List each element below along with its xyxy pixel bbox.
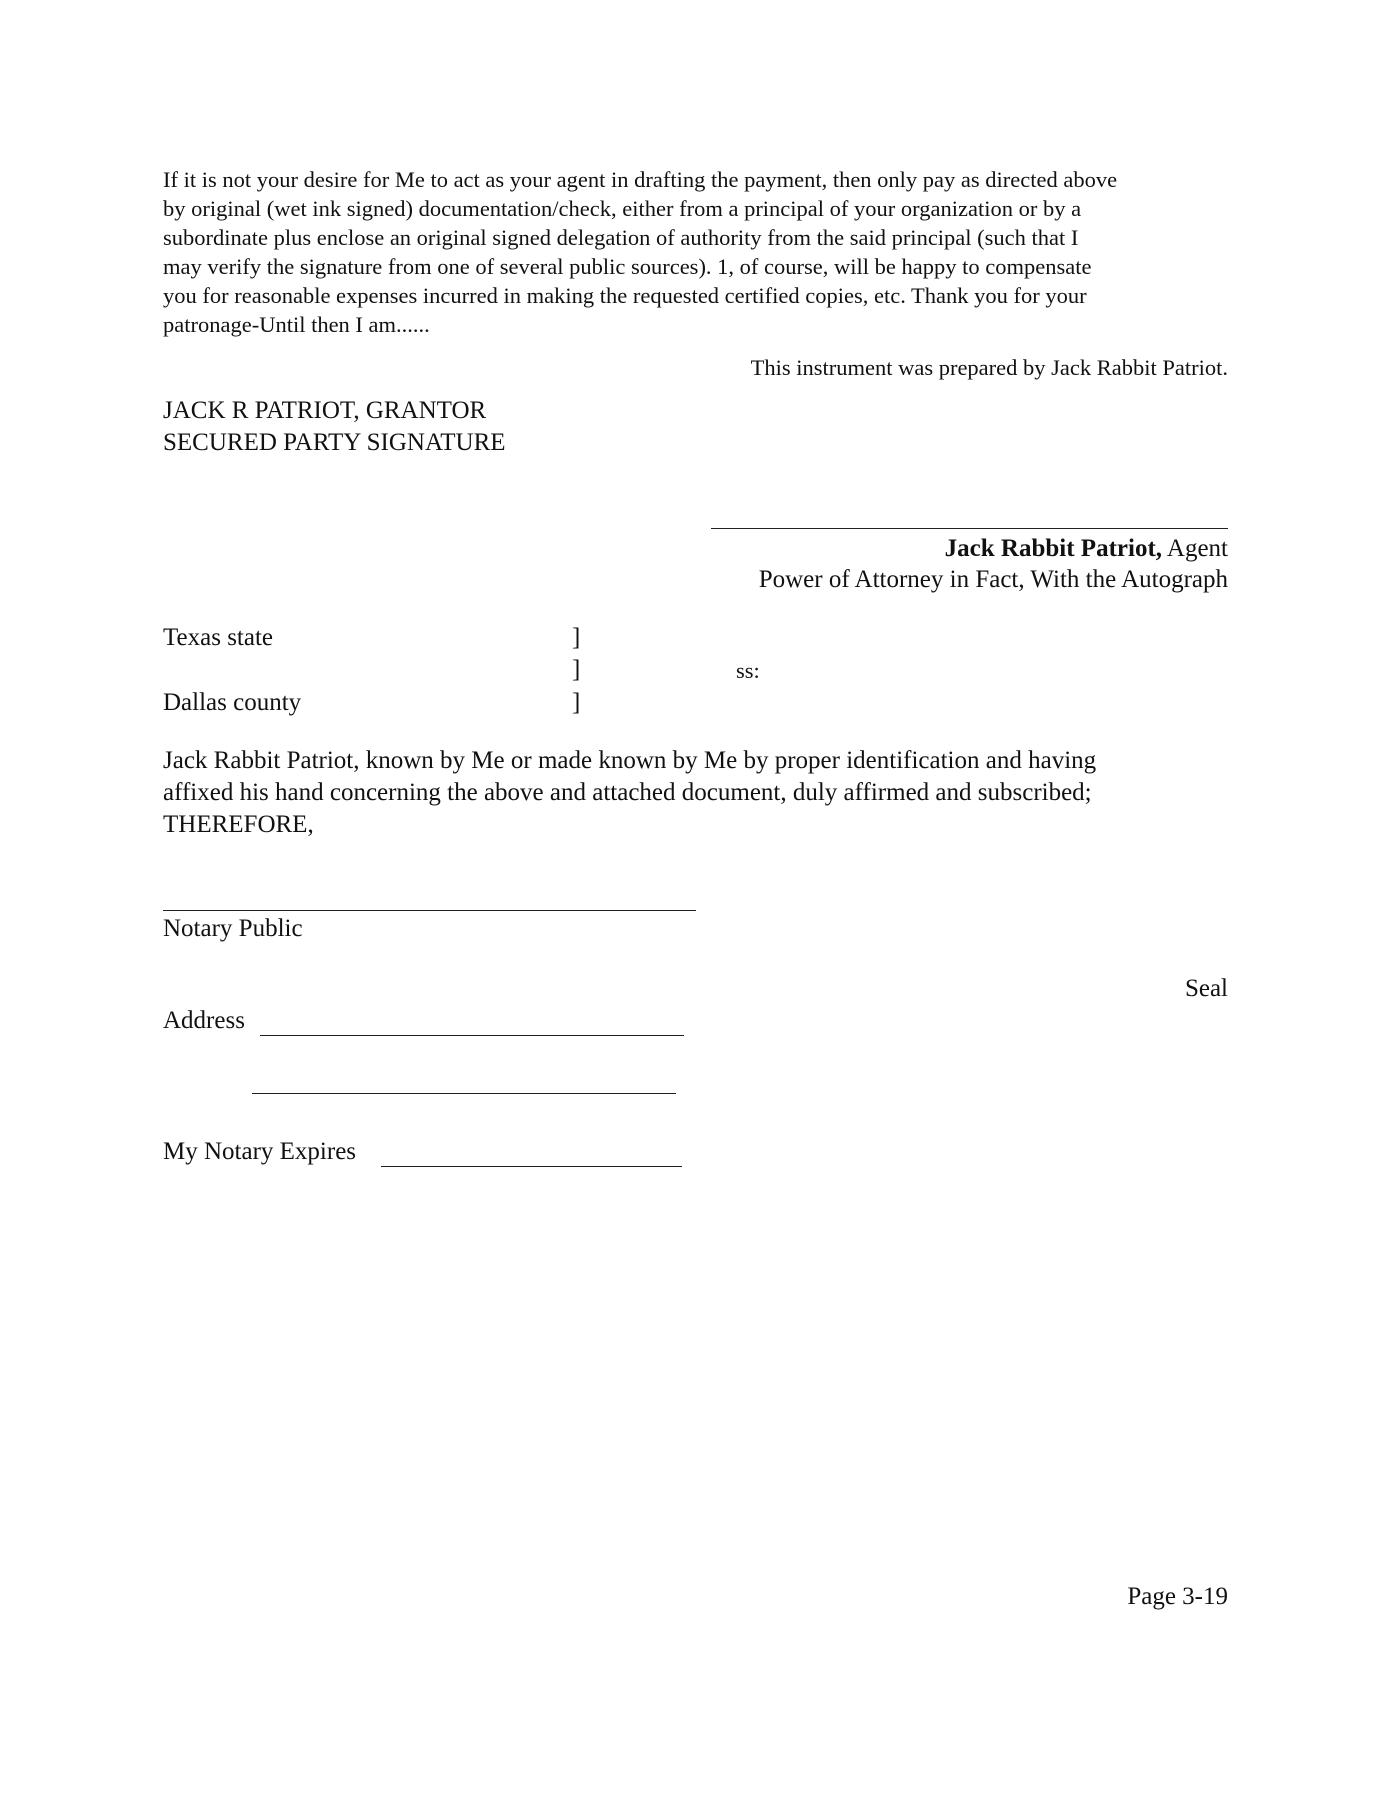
venue-state: Texas state <box>163 624 274 651</box>
secured-party-label: SECURED PARTY SIGNATURE <box>163 429 506 456</box>
notary-public-label: Notary Public <box>163 915 303 942</box>
venue-county: Dallas county <box>163 689 302 716</box>
notary-expires-label: My Notary Expires <box>163 1138 357 1165</box>
grantor-name: JACK R PATRIOT, GRANTOR <box>163 397 487 424</box>
jurat-line: Jack Rabbit Patriot, known by Me or made known by Me by proper identification and having <box>163 747 1097 774</box>
paragraph-line: subordinate plus enclose an original signed delegation of authority from the said principal (such that I <box>163 225 1079 250</box>
notary-expires-line <box>381 1166 682 1167</box>
jurat-line: THEREFORE, <box>163 811 314 838</box>
venue-bracket: ] <box>572 656 581 683</box>
agent-title: Power of Attorney in Fact, With the Autograph <box>758 566 1228 593</box>
venue-bracket: ] <box>572 689 581 716</box>
jurat-line: affixed his hand concerning the above and attached document, duly affirmed and subscribed; <box>163 779 1092 806</box>
paragraph-line: If it is not your desire for Me to act as your agent in drafting the payment, then only pay as directed above <box>163 167 1118 192</box>
address-line-2 <box>252 1093 676 1094</box>
paragraph-line: may verify the signature from one of several public sources). 1, of course, will be happy to compensate <box>163 254 1092 279</box>
venue-ss: ss: <box>736 658 760 683</box>
page-number: Page 3-19 <box>1127 1583 1228 1610</box>
venue-bracket: ] <box>572 624 581 651</box>
address-line <box>260 1035 684 1036</box>
paragraph-line: you for reasonable expenses incurred in making the requested certified copies, etc. Thank you for your <box>163 283 1087 308</box>
notary-signature-line <box>163 910 696 911</box>
agent-name-line <box>945 533 1228 565</box>
agent-role: Agent <box>1162 535 1228 562</box>
agent-name: Jack Rabbit Patriot, <box>944 535 1163 562</box>
agent-signature-line <box>711 528 1228 529</box>
address-label: Address <box>163 1007 245 1034</box>
prepared-by-note: This instrument was prepared by Jack Rabbit Patriot. <box>750 355 1228 380</box>
paragraph-line: patronage-Until then I am...... <box>163 312 430 337</box>
paragraph-line: by original (wet ink signed) documentation/check, either from a principal of your organization or by a <box>163 196 1082 221</box>
seal-label: Seal <box>1184 975 1228 1002</box>
